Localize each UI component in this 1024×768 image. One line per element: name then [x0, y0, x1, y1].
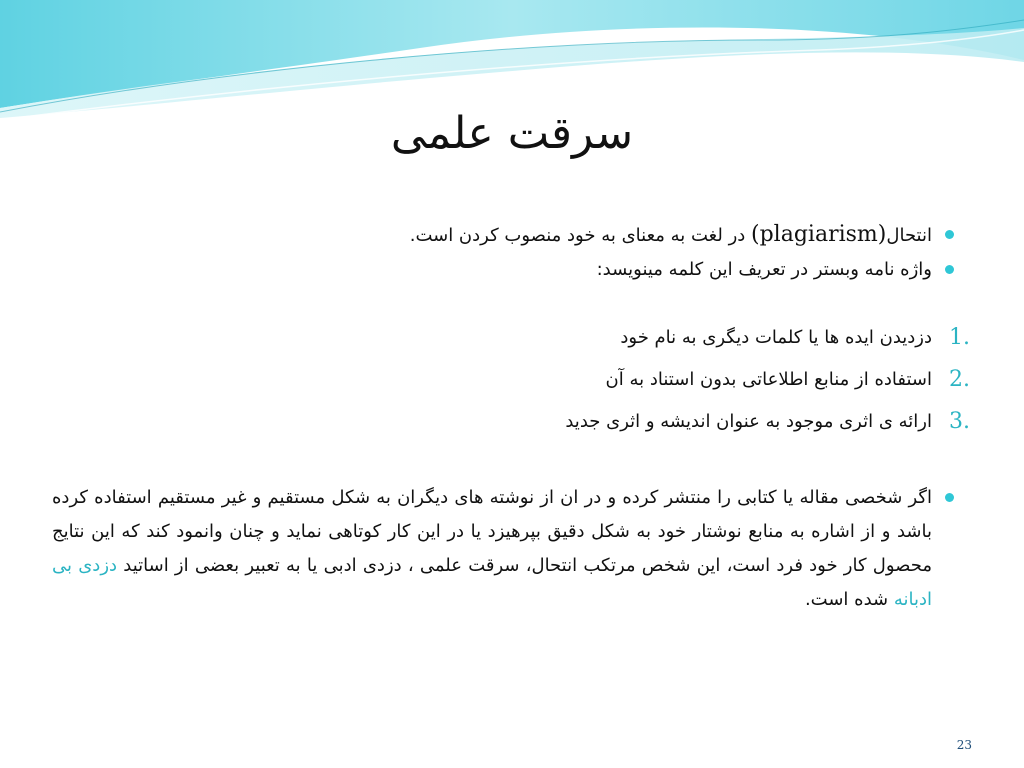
list-item-text: دزدیدن ایده ها یا کلمات دیگری به نام خود: [620, 327, 932, 348]
numbered-list: [52, 317, 970, 443]
paragraph-ending: شده است.: [804, 589, 894, 610]
list-item: [52, 401, 970, 443]
list-item: [52, 317, 970, 359]
list-item-number: 3.: [949, 409, 970, 434]
list-item-number: 1.: [949, 325, 970, 350]
bullet-webster-definition: [52, 253, 932, 287]
bullet-plagiarism-definition: [52, 218, 932, 253]
bullet-latin-term: (plagiarism): [751, 222, 887, 247]
bullet-prefix: انتحال: [886, 225, 932, 246]
bullet-paragraph: [52, 481, 932, 617]
bullet-text: واژه نامه وبستر در تعریف این کلمه مینویسد:: [596, 259, 932, 280]
paragraph-text: اگر شخصی مقاله یا کتابی را منتشر کرده و در ان از نوشته های دیگران به شکل مستقیم و غیر مستقیم استفاده کرده باشد و از اشاره به منابع نوشتار خود به شکل دقیق بپرهیزد یا در این کار کوتاهی نماید و چنان وانمود کند که این نتایج محصول کار خود فرد است، این شخص مرتکب انتحال، سرقت علمی ، دزدی ادبی یا به تعبیر بعضی از اساتید: [52, 487, 933, 576]
bullet-dot-icon: [945, 230, 954, 239]
bullet-dot-icon: [945, 265, 954, 274]
paragraph-highlight: دزدی بی ادبانه: [52, 555, 932, 610]
bullet-dot-icon: [945, 493, 954, 502]
slide-title: سرقت علمی: [390, 108, 634, 159]
list-item-number: 2.: [949, 367, 970, 392]
list-item-text: استفاده از منابع اطلاعاتی بدون استناد به آن: [605, 369, 932, 390]
list-item-text: ارائه ی اثری موجود به عنوان اندیشه و اثری جدید: [565, 411, 932, 432]
bullet-suffix: در لغت به معنای به خود منصوب کردن است.: [409, 225, 751, 246]
page-number: 23: [956, 738, 972, 752]
list-item: [52, 359, 970, 401]
slide-content: [52, 218, 970, 617]
